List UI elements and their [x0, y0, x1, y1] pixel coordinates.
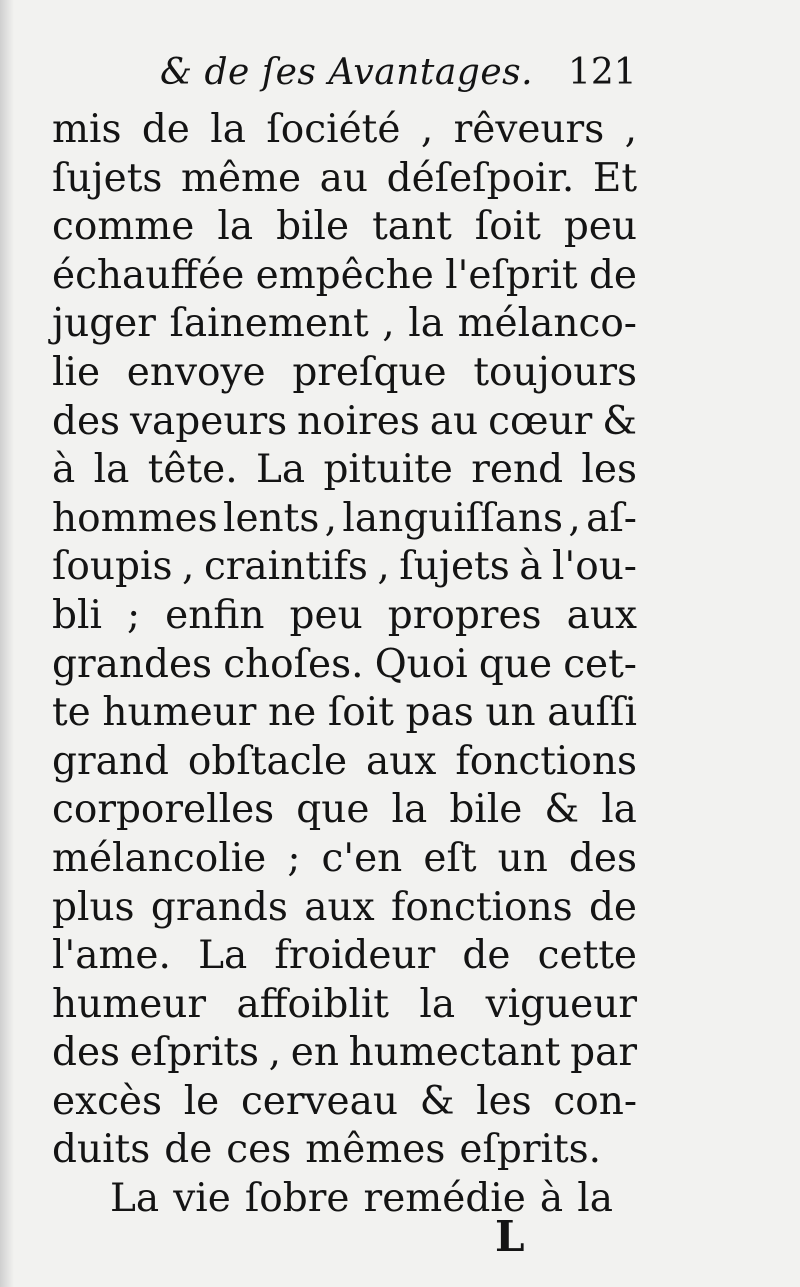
text-line: mis de la ſociété , rêveurs , [52, 107, 637, 152]
text-line: grandes choſes. Quoi que cet- [52, 641, 637, 687]
text-line: comme la bile tant ſoit peu [52, 204, 637, 250]
text-line: lie envoye preſque toujours [52, 349, 637, 395]
text-line: ſoupis , craintifs , ſujets à l'ou- [52, 544, 637, 590]
page-header [0, 46, 800, 106]
text-line: échauffée empêche l'eſprit de [52, 252, 637, 298]
scan-edge-shadow [0, 0, 14, 1287]
text-line: des eſprits , en humectant par [52, 1030, 637, 1076]
text-line: bli ; enfin peu propres aux [52, 592, 637, 638]
running-head: & de ſes Avantages. [160, 52, 534, 93]
text-line: grand obſtacle aux fonctions [52, 738, 637, 784]
text-line: des vapeurs noires au cœur & [52, 398, 637, 444]
text-line: à la tête. La pituite rend les [52, 447, 637, 493]
text-line: ſujets même au déſeſpoir. Et [52, 155, 637, 201]
page-number: 121 [568, 52, 637, 93]
text-line: humeur affoiblit la vigueur [52, 981, 637, 1027]
text-line: excès le cerveau & les con- [52, 1078, 637, 1124]
body-text [52, 106, 637, 1224]
text-line: corporelles que la bile & la [52, 787, 637, 833]
text-line: juger ſainement , la mélanco- [52, 301, 637, 347]
text-line: plus grands aux fonctions de [52, 884, 637, 930]
text-line: mélancolie ; c'en eſt un des [52, 835, 637, 881]
text-line: duits de ces mêmes eſprits. [52, 1127, 602, 1173]
signature-mark: L [495, 1212, 525, 1261]
text-line: te humeur ne ſoit pas un auſſi [52, 690, 637, 736]
text-line: l'ame. La froideur de cette [52, 933, 637, 979]
text-line: hommes lents , languiſſans , aſ- [52, 495, 637, 541]
text-line: La vie ſobre remédie à la [110, 1176, 613, 1222]
